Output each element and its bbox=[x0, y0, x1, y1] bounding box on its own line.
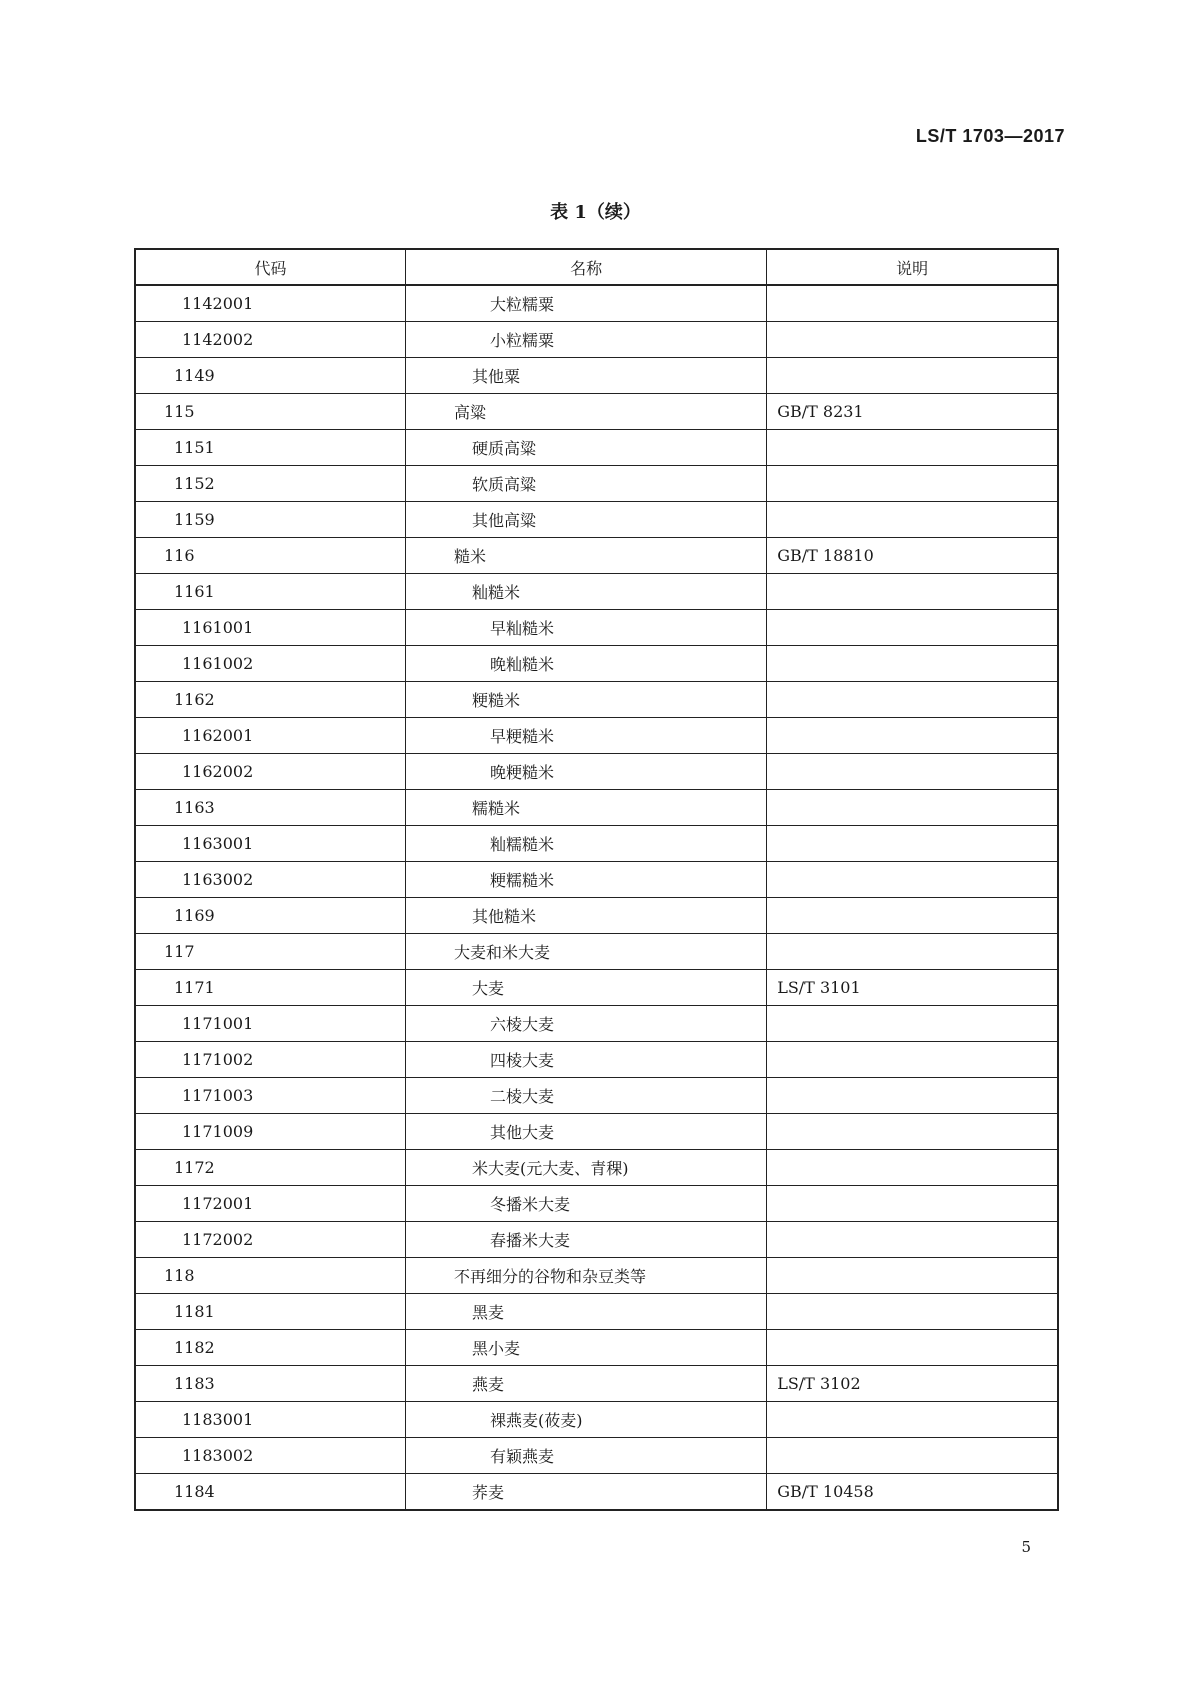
table-row bbox=[135, 1150, 1058, 1186]
cell-code: 1183 bbox=[135, 1366, 406, 1402]
cell-name: 大粒糯粟 bbox=[406, 285, 767, 322]
table-row bbox=[135, 790, 1058, 826]
cell-note bbox=[767, 1222, 1058, 1258]
cell-note bbox=[767, 285, 1058, 322]
cell-note: GB/T 8231 bbox=[767, 394, 1058, 430]
cell-note bbox=[767, 682, 1058, 718]
table-row bbox=[135, 1330, 1058, 1366]
table-row bbox=[135, 1402, 1058, 1438]
cell-note bbox=[767, 1258, 1058, 1294]
cell-name: 粳糙米 bbox=[406, 682, 767, 718]
cell-note bbox=[767, 502, 1058, 538]
cell-code: 1149 bbox=[135, 358, 406, 394]
table-row bbox=[135, 538, 1058, 574]
cell-note bbox=[767, 1294, 1058, 1330]
cell-note bbox=[767, 574, 1058, 610]
table-row bbox=[135, 1474, 1058, 1511]
cell-code: 1183002 bbox=[135, 1438, 406, 1474]
cell-note bbox=[767, 718, 1058, 754]
cell-code: 1163001 bbox=[135, 826, 406, 862]
cell-name: 其他糙米 bbox=[406, 898, 767, 934]
cell-name: 黑麦 bbox=[406, 1294, 767, 1330]
cell-note bbox=[767, 790, 1058, 826]
cell-note bbox=[767, 430, 1058, 466]
table-body bbox=[135, 285, 1058, 1510]
cell-code: 1172002 bbox=[135, 1222, 406, 1258]
cell-code: 1183001 bbox=[135, 1402, 406, 1438]
cell-note bbox=[767, 322, 1058, 358]
cell-name: 其他高粱 bbox=[406, 502, 767, 538]
cell-code: 1152 bbox=[135, 466, 406, 502]
table-row bbox=[135, 970, 1058, 1006]
table-row bbox=[135, 826, 1058, 862]
cell-name: 荞麦 bbox=[406, 1474, 767, 1511]
cell-code: 1142001 bbox=[135, 285, 406, 322]
cell-code: 1162001 bbox=[135, 718, 406, 754]
cell-note bbox=[767, 1078, 1058, 1114]
table-row bbox=[135, 502, 1058, 538]
table-row bbox=[135, 466, 1058, 502]
table-row bbox=[135, 1114, 1058, 1150]
table-row bbox=[135, 394, 1058, 430]
column-header-code: 代码 bbox=[135, 249, 406, 285]
table-row bbox=[135, 430, 1058, 466]
cell-name: 米大麦(元大麦、青稞) bbox=[406, 1150, 767, 1186]
cell-note bbox=[767, 1114, 1058, 1150]
cell-code: 1142002 bbox=[135, 322, 406, 358]
cell-name: 大麦 bbox=[406, 970, 767, 1006]
cell-code: 1162002 bbox=[135, 754, 406, 790]
cell-code: 1169 bbox=[135, 898, 406, 934]
cell-note: LS/T 3102 bbox=[767, 1366, 1058, 1402]
table-row bbox=[135, 718, 1058, 754]
cell-name: 小粒糯粟 bbox=[406, 322, 767, 358]
cell-note bbox=[767, 1186, 1058, 1222]
cell-name: 六棱大麦 bbox=[406, 1006, 767, 1042]
cell-code: 117 bbox=[135, 934, 406, 970]
table-row bbox=[135, 574, 1058, 610]
classification-table bbox=[134, 248, 1059, 1511]
table-row bbox=[135, 646, 1058, 682]
cell-code: 1171009 bbox=[135, 1114, 406, 1150]
cell-note bbox=[767, 1438, 1058, 1474]
cell-code: 1161 bbox=[135, 574, 406, 610]
cell-name: 其他大麦 bbox=[406, 1114, 767, 1150]
cell-code: 116 bbox=[135, 538, 406, 574]
cell-note bbox=[767, 826, 1058, 862]
column-header-note: 说明 bbox=[767, 249, 1058, 285]
page-number: 5 bbox=[1021, 1538, 1031, 1556]
cell-code: 1161002 bbox=[135, 646, 406, 682]
cell-code: 1163002 bbox=[135, 862, 406, 898]
cell-note bbox=[767, 1330, 1058, 1366]
cell-code: 1172 bbox=[135, 1150, 406, 1186]
cell-note bbox=[767, 646, 1058, 682]
table-row bbox=[135, 1186, 1058, 1222]
cell-name: 冬播米大麦 bbox=[406, 1186, 767, 1222]
cell-note bbox=[767, 1042, 1058, 1078]
column-header-name: 名称 bbox=[406, 249, 767, 285]
cell-note bbox=[767, 1402, 1058, 1438]
cell-code: 1161001 bbox=[135, 610, 406, 646]
cell-name: 粳糯糙米 bbox=[406, 862, 767, 898]
cell-name: 籼糙米 bbox=[406, 574, 767, 610]
table-row bbox=[135, 322, 1058, 358]
cell-name: 糯糙米 bbox=[406, 790, 767, 826]
cell-note bbox=[767, 862, 1058, 898]
table-row bbox=[135, 1258, 1058, 1294]
table-header-row bbox=[135, 249, 1058, 285]
cell-note bbox=[767, 1006, 1058, 1042]
table-row bbox=[135, 1006, 1058, 1042]
cell-code: 1171002 bbox=[135, 1042, 406, 1078]
cell-note bbox=[767, 1150, 1058, 1186]
cell-code: 1151 bbox=[135, 430, 406, 466]
cell-code: 1171003 bbox=[135, 1078, 406, 1114]
table-row bbox=[135, 285, 1058, 322]
table-row bbox=[135, 898, 1058, 934]
cell-name: 高粱 bbox=[406, 394, 767, 430]
cell-code: 115 bbox=[135, 394, 406, 430]
table-row bbox=[135, 862, 1058, 898]
cell-code: 1172001 bbox=[135, 1186, 406, 1222]
cell-note bbox=[767, 934, 1058, 970]
cell-note: GB/T 10458 bbox=[767, 1474, 1058, 1511]
cell-name: 裸燕麦(莜麦) bbox=[406, 1402, 767, 1438]
cell-note: LS/T 3101 bbox=[767, 970, 1058, 1006]
table-row bbox=[135, 934, 1058, 970]
cell-name: 早粳糙米 bbox=[406, 718, 767, 754]
cell-note bbox=[767, 466, 1058, 502]
table-row bbox=[135, 754, 1058, 790]
standard-number: LS/T 1703—2017 bbox=[915, 126, 1065, 146]
cell-name: 早籼糙米 bbox=[406, 610, 767, 646]
cell-note bbox=[767, 754, 1058, 790]
cell-code: 1171 bbox=[135, 970, 406, 1006]
table-row bbox=[135, 610, 1058, 646]
cell-code: 1159 bbox=[135, 502, 406, 538]
cell-code: 1182 bbox=[135, 1330, 406, 1366]
cell-code: 1171001 bbox=[135, 1006, 406, 1042]
table-row bbox=[135, 1222, 1058, 1258]
cell-name: 大麦和米大麦 bbox=[406, 934, 767, 970]
table-title: 表 1（续） bbox=[550, 202, 641, 223]
cell-name: 春播米大麦 bbox=[406, 1222, 767, 1258]
cell-name: 有颖燕麦 bbox=[406, 1438, 767, 1474]
table-row bbox=[135, 1042, 1058, 1078]
cell-name: 硬质高粱 bbox=[406, 430, 767, 466]
cell-code: 1162 bbox=[135, 682, 406, 718]
table-row bbox=[135, 1366, 1058, 1402]
table-row bbox=[135, 1438, 1058, 1474]
cell-note bbox=[767, 898, 1058, 934]
cell-name: 燕麦 bbox=[406, 1366, 767, 1402]
cell-code: 1163 bbox=[135, 790, 406, 826]
cell-note bbox=[767, 610, 1058, 646]
cell-note bbox=[767, 358, 1058, 394]
cell-code: 1184 bbox=[135, 1474, 406, 1511]
cell-name: 不再细分的谷物和杂豆类等 bbox=[406, 1258, 767, 1294]
cell-name: 二棱大麦 bbox=[406, 1078, 767, 1114]
table-row bbox=[135, 682, 1058, 718]
cell-name: 软质高粱 bbox=[406, 466, 767, 502]
table-row bbox=[135, 358, 1058, 394]
cell-code: 1181 bbox=[135, 1294, 406, 1330]
cell-name: 黑小麦 bbox=[406, 1330, 767, 1366]
cell-name: 其他粟 bbox=[406, 358, 767, 394]
table-row bbox=[135, 1078, 1058, 1114]
cell-name: 四棱大麦 bbox=[406, 1042, 767, 1078]
cell-name: 晚粳糙米 bbox=[406, 754, 767, 790]
cell-name: 晚籼糙米 bbox=[406, 646, 767, 682]
cell-note: GB/T 18810 bbox=[767, 538, 1058, 574]
table-row bbox=[135, 1294, 1058, 1330]
cell-name: 籼糯糙米 bbox=[406, 826, 767, 862]
cell-code: 118 bbox=[135, 1258, 406, 1294]
cell-name: 糙米 bbox=[406, 538, 767, 574]
